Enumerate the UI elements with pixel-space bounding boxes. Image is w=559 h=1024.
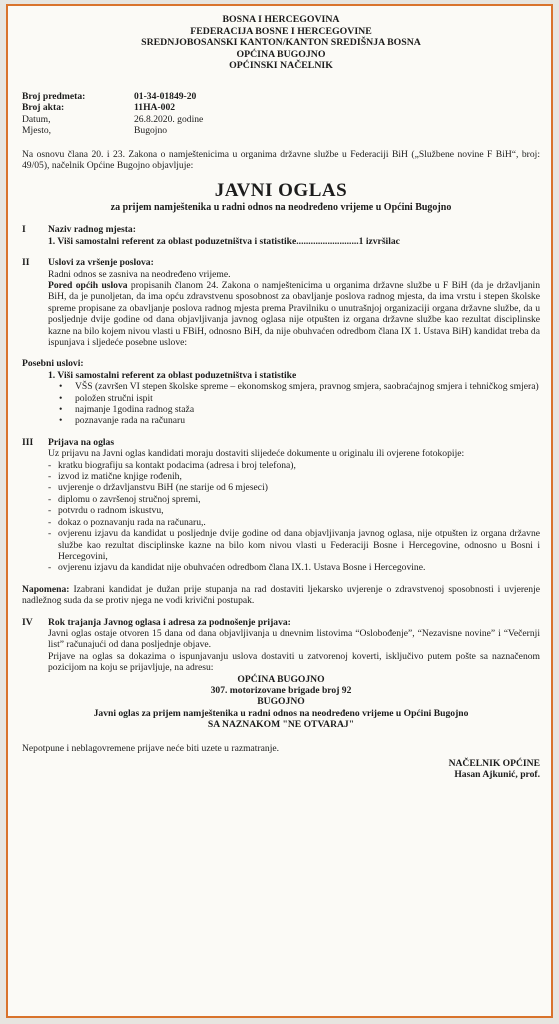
section-title: Rok trajanja Javnog oglasa i adresa za podnošenje prijava: bbox=[48, 616, 291, 628]
address-line: SA NAZNAKOM "NE OTVARAJ" bbox=[207, 719, 355, 731]
list-item: • najmanje 1godina radnog staža bbox=[59, 404, 540, 415]
list-item: - diplomu o završenoj stručnoj spremi, bbox=[48, 494, 540, 505]
list-item: - ovjerenu izjavu da kandidat nije obuhvaćen odredbom člana IX.1. Ustava Bosne i Hercegovine. bbox=[48, 562, 540, 573]
meta-row bbox=[22, 125, 540, 136]
meta-label: Broj akta: bbox=[22, 102, 65, 114]
note-paragraph bbox=[22, 584, 540, 607]
list-item: - izvod iz matične knjige rođenih, bbox=[48, 471, 540, 482]
list-item: • položen stručni ispit bbox=[59, 393, 540, 404]
meta-value: 26.8.2020. godine bbox=[134, 113, 204, 125]
position-item: 1. Viši samostalni referent za oblast poduzetništva i statistike..........................1 izvršilac bbox=[48, 235, 400, 247]
letterhead-line: BOSNA I HERCEGOVINA bbox=[222, 14, 340, 25]
footer-note: Nepotpune i neblagovremene prijave neće biti uzete u razmatranje. bbox=[22, 742, 280, 754]
section-heading bbox=[22, 437, 540, 448]
submission-text: Prijave na oglas sa dokazima o ispunjavanju uslova dostaviti u zatvorenoj koverti, isključivo putem pošte sa naznačenom pozicijom na koju se prijavljuje, na adresu: bbox=[48, 650, 540, 674]
letterhead-line: OPĆINA BUGOJNO bbox=[236, 48, 326, 60]
conditions-lead: Pored općih uslova bbox=[48, 279, 128, 291]
address-line: Javni oglas za prijem namještenika u radni odnos na neodređeno vrijeme u Općini Bugojno bbox=[93, 707, 469, 719]
special-conditions-list bbox=[22, 381, 540, 427]
meta-row bbox=[22, 102, 540, 113]
meta-value: 01-34-01849-20 bbox=[134, 90, 197, 102]
section-heading bbox=[22, 257, 540, 268]
list-item: - potvrdu o radnom iskustvu, bbox=[48, 505, 540, 516]
section-number: IV bbox=[22, 616, 33, 628]
meta-label: Mjesto, bbox=[22, 125, 52, 137]
letterhead-line: OPĆINSKI NAČELNIK bbox=[229, 60, 333, 72]
list-item: - uvjerenje o državljanstvu BiH (ne starije od 6 mjeseci) bbox=[48, 482, 540, 493]
conditions-paragraph bbox=[48, 280, 540, 348]
meta-label: Datum, bbox=[22, 113, 51, 125]
signature-block bbox=[22, 758, 540, 781]
notice-content bbox=[22, 14, 540, 781]
meta-value: Bugojno bbox=[134, 125, 168, 137]
special-conditions-item: 1. Viši samostalni referent za oblast poduzetništva i statistike bbox=[48, 369, 297, 381]
intro-paragraph: Na osnovu člana 20. i 23. Zakona o namještenicima u organima državne službe u Federaciji BiH („Službene novine F BiH“, broj: 49/05), načelnik Općine Bugojno objavljuje: bbox=[22, 148, 540, 171]
address-line: OPĆINA BUGOJNO bbox=[237, 673, 325, 685]
deadline-text: Javni oglas ostaje otvoren 15 dana od dana objavljivanja u dnevnim listovima “Oslobođenje”, “Nezavisne novine” i “Večernji list” računajući od dana posljednje objave. bbox=[48, 627, 540, 651]
conditions-text bbox=[22, 269, 540, 349]
public-notice-page bbox=[6, 4, 553, 1018]
address-block bbox=[22, 674, 540, 731]
address-line: 307. motorizovane brigade broj 92 bbox=[210, 684, 352, 696]
conditions-body: propisanih članom 24. Zakona o namještenicima u organima državne službe u F BiH (da je državljanin BiH, da je punoljetan, da ima opću zdravstvenu sposobnost za obavljanje poslova radnog mjesta, da ima vrstu i stepen školske spreme propisane za obavljanje poslova radnog mjesta prema Pravilniku o unutrašnjoj organizaciji organa državne službe, da u posljednje dvije godine od dana objavljivanja javnog oglasa nije otpušten iz organa državne službe kao rezultat disciplinske kazne na bilo kojem nivou vlasti u FBiH, odnosno BiH, da nije obuhvaćen odredbom člana IX 1. Ustava BiH) kandidat treba da ispunjava i sljedeće posebne uslove: bbox=[48, 279, 540, 348]
application-text: Uz prijavu na Javni oglas kandidati moraju dostaviti slijedeće dokumente u originalu ili ovjerene fotokopije: bbox=[48, 448, 465, 460]
list-item: - ovjerenu izjavu da kandidat u posljednje dvije godine od dana objavljivanja javnog oglasa, nije otpušten iz organa državne službe kao rezultat disciplinske kazne na bilo kom nivou vlasti u Federaciji Bosne i Hercegovine, odnosno u Bosni i Hercegovini, bbox=[48, 528, 540, 562]
letterhead bbox=[22, 14, 540, 72]
special-conditions-heading: Posebni uslovi: bbox=[22, 358, 84, 370]
section-title: Prijava na oglas bbox=[48, 436, 115, 448]
section-title: Uslovi za vršenje poslova: bbox=[48, 257, 154, 269]
list-item: - kratku biografiju sa kontakt podacima (adresa i broj telefona), bbox=[48, 460, 540, 471]
notice-subtitle: za prijem namještenika u radni odnos na neodređeno vrijeme u Općini Bugojno bbox=[110, 202, 452, 214]
section-title: Naziv radnog mjesta: bbox=[48, 224, 136, 236]
note-text: Izabrani kandidat je dužan prije stupanja na rad dostaviti ljekarsko uvjerenje o zdravstvenoj sposobnosti i uvjerenje nadležnog suda da se protiv njega ne vodi krivični postupak. bbox=[22, 583, 540, 607]
section-heading bbox=[22, 224, 540, 235]
notice-title: JAVNI OGLAS bbox=[214, 180, 348, 202]
letterhead-line: FEDERACIJA BOSNE I HERCEGOVINE bbox=[190, 25, 372, 37]
meta-label: Broj predmeta: bbox=[22, 90, 86, 102]
conditions-line: Radni odnos se zasniva na neodređeno vrijeme. bbox=[48, 268, 231, 280]
letterhead-line: SREDNJOBOSANSKI KANTON/KANTON SREDIŠNJA BOSNA bbox=[141, 37, 421, 49]
list-item: - dokaz o poznavanju rada na računaru,. bbox=[48, 517, 540, 528]
meta-value: 11HA-002 bbox=[134, 102, 176, 114]
documents-list bbox=[22, 460, 540, 574]
document-meta bbox=[22, 91, 540, 137]
section-number: III bbox=[22, 436, 34, 448]
list-item: • poznavanje rada na računaru bbox=[59, 415, 540, 426]
meta-row bbox=[22, 91, 540, 102]
address-line: BUGOJNO bbox=[257, 696, 305, 708]
section-heading bbox=[22, 617, 540, 628]
section-number: II bbox=[22, 257, 30, 269]
signature-role: NAČELNIK OPĆINE bbox=[448, 758, 540, 769]
meta-row bbox=[22, 114, 540, 125]
note-label: Napomena: bbox=[22, 583, 70, 595]
section-number: I bbox=[22, 224, 26, 236]
list-item: • VŠS (završen VI stepen školske spreme – ekonomskog smjera, pravnog smjera, saobraćajnog smjera i tehničkog smjera) bbox=[59, 381, 540, 392]
signature-name: Hasan Ajkunić, prof. bbox=[454, 769, 540, 781]
